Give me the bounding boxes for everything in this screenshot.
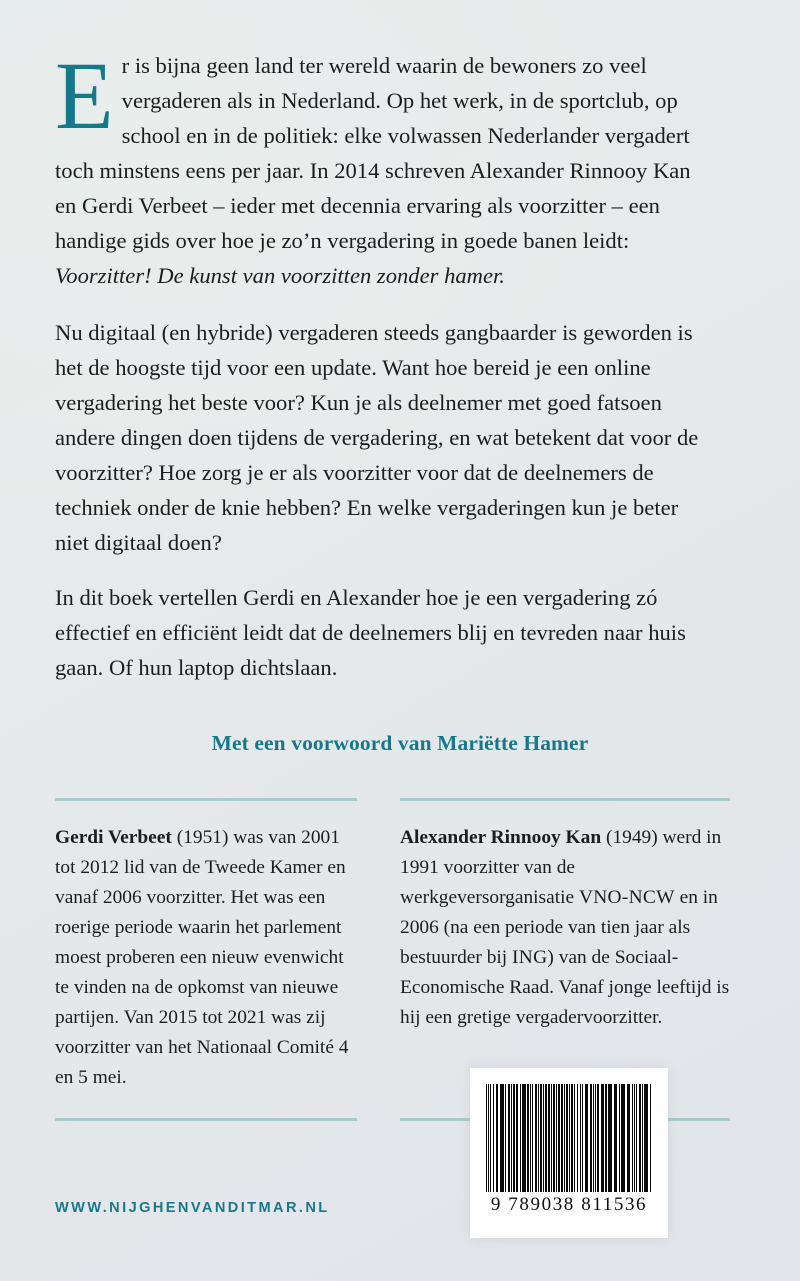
bio-body-right-2: en in 2006 (na een periode van tien jaar als bestuurder bij <box>400 887 718 968</box>
author-birth-year-right: (1949) <box>605 827 658 848</box>
book-title-italic: Voorzitter! De kunst van voorzitten zonder hamer. <box>55 263 505 288</box>
blurb-paragraph-1 <box>55 42 715 293</box>
bio-text-left <box>55 823 357 1093</box>
bio-rule-top-left <box>55 798 357 801</box>
author-birth-year-left: (1951) <box>176 827 229 848</box>
blurb-text-block <box>55 42 715 705</box>
barcode-bar <box>650 1084 651 1192</box>
bio-body-right-3: ) van de Sociaal-Economische Raad. Vanaf jonge leeftijd is hij een gretige vergadervoorzitter. <box>400 947 730 1028</box>
blurb-paragraph-2: Nu digitaal (en hybride) vergaderen steeds gangbaarder is geworden is het de hoogste tijd voor een update. Want hoe bereid je een online vergadering het beste voor? Kun je als deelnemer met goed fatsoen andere dingen doen tijdens de vergadering, en wat betekent dat voor de voorzitter? Hoe zorg je er als voorzitter voor dat de deelnemers de techniek onder de knie hebben? En welke vergaderingen kun je beter niet digitaal doen? <box>55 320 699 555</box>
author-bio-alexander-rinnooy-kan <box>400 798 730 1033</box>
blurb-paragraph-1-body: r is bijna geen land ter wereld waarin de bewoners zo veel vergaderen als in Nederland. Op het werk, in de sportclub, op school en in de politiek: elke volwassen Nederlander vergadert toch minstens eens per jaar. In 2014 schreven Alexander Rinnooy Kan en Gerdi Verbeet – ieder met decennia ervaring als voorzitter – een handige gids over hoe je zo’n vergadering in goede banen leidt: <box>55 53 691 253</box>
foreword-credit: Met een voorwoord van Mariëtte Hamer <box>211 731 589 755</box>
barcode-bars <box>486 1084 652 1192</box>
bio-rule-top-right <box>400 798 730 801</box>
author-bio-gerdi-verbeet <box>55 798 357 1093</box>
isbn-barcode <box>470 1068 668 1238</box>
author-name-gerdi-verbeet: Gerdi Verbeet <box>55 827 172 848</box>
bio-body-right-1: werd in 1991 voorzitter van de werkgeversorganisatie <box>400 827 722 908</box>
publisher-website[interactable]: WWW.NIJGHENVANDITMAR.NL <box>55 1200 330 1216</box>
bio-rule-bottom-left <box>55 1118 357 1121</box>
organisation-ing: ING <box>512 947 548 968</box>
barcode-digits: 9 789038 811536 <box>490 1194 648 1215</box>
bio-text-right <box>400 823 730 1033</box>
author-name-alexander-rinnooy-kan: Alexander Rinnooy Kan <box>400 827 602 848</box>
organisation-vno-ncw: VNO-NCW <box>578 887 675 908</box>
drop-cap-letter: E <box>55 42 114 149</box>
bio-body-left: was van 2001 tot 2012 lid van de Tweede Kamer en vanaf 2006 voorzitter. Het was een roerige periode waarin het parlement moest proberen een nieuw evenwicht te vinden na de opkomst van nieuwe partijen. Van 2015 tot 2021 was zij voorzitter van het Nationaal Comité 4 en 5 mei. <box>55 827 349 1088</box>
blurb-paragraph-3: In dit boek vertellen Gerdi en Alexander hoe je een vergadering zó effectief en efficiënt leidt dat de deelnemers blij en tevreden naar huis gaan. Of hun laptop dichtslaan. <box>55 585 686 680</box>
